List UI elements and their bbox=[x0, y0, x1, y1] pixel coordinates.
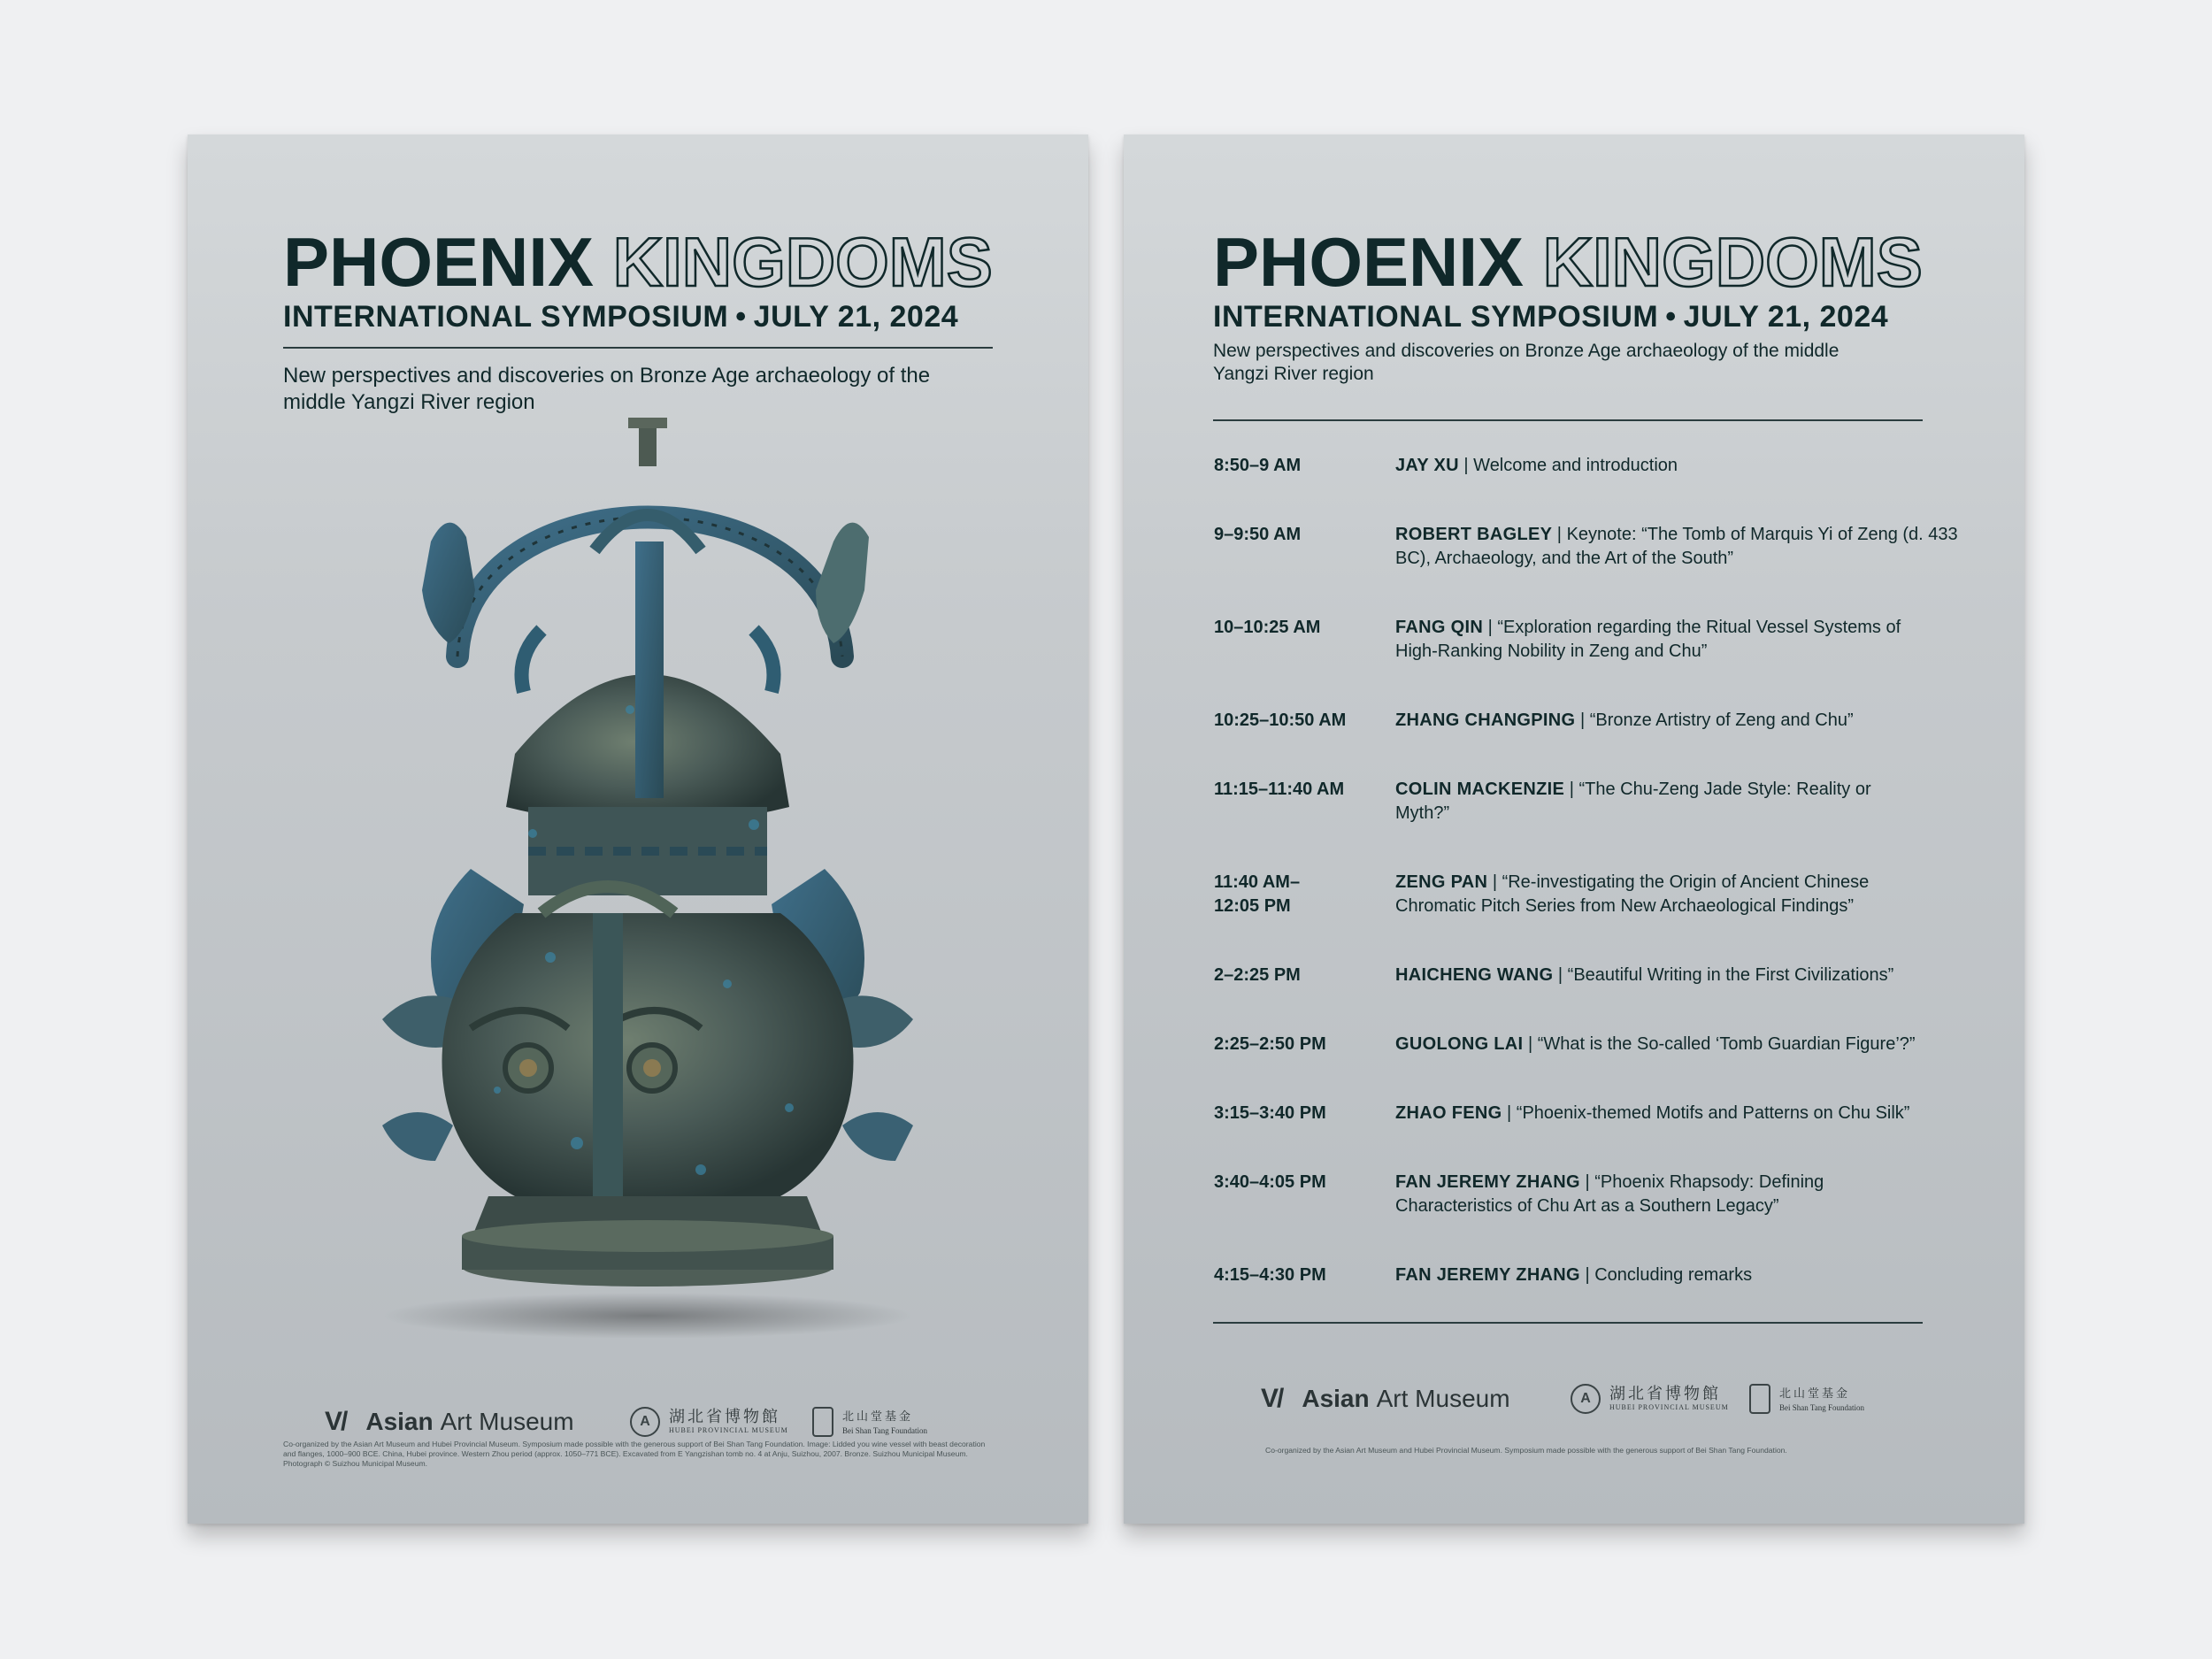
talk-title: “The Chu-Zeng Jade Style: Reality or Myth?” bbox=[1395, 780, 1871, 823]
poster-right bbox=[1124, 134, 2024, 1524]
event-date: JULY 21, 2024 bbox=[1683, 300, 1889, 334]
talk-title: “Phoenix-themed Motifs and Patterns on Chu Silk” bbox=[1516, 1103, 1910, 1123]
session-time: 2–2:25 PM bbox=[1214, 965, 1301, 985]
fine-print-credits: Co-organized by the Asian Art Museum and Hubei Provincial Museum. Symposium made possible with the generous support of Bei Shan Tang Foundation. bbox=[1265, 1446, 1787, 1455]
talk-title: “Exploration regarding the Ritual Vessel Systems of High-Ranking Nobility in Zeng and Chu” bbox=[1395, 618, 1901, 661]
symposium-label: INTERNATIONAL SYMPOSIUM bbox=[1213, 300, 1659, 334]
separator-dot: • bbox=[1665, 300, 1677, 334]
bei-shan-tang-logo bbox=[1749, 1384, 1864, 1414]
hubei-museum-logo bbox=[630, 1407, 788, 1437]
asian-art-museum-logo bbox=[1261, 1384, 1510, 1414]
event-description: New perspectives and discoveries on Bronze Age archaeology of the middle Yangzi River region bbox=[283, 364, 931, 414]
speaker-name: FAN JEREMY ZHANG bbox=[1395, 1265, 1580, 1285]
session-details: ZENG PAN | “Re-investigating the Origin of Ancient Chinese Chromatic Pitch Series from New Archaeological Findings” bbox=[1395, 872, 1870, 916]
separator-dot: • bbox=[735, 300, 747, 334]
hubei-en: HUBEI PROVINCIAL MUSEUM bbox=[669, 1426, 788, 1434]
asian-art-museum-logo bbox=[325, 1407, 574, 1437]
schedule-top-divider bbox=[1213, 419, 1923, 421]
title-bold: PHOENIX bbox=[1213, 223, 1525, 301]
session-details: ROBERT BAGLEY | Keynote: “The Tomb of Marquis Yi of Zeng (d. 433 BC), Archaeology, and the Art of the South” bbox=[1395, 525, 1958, 568]
session-time: 3:40–4:05 PM bbox=[1214, 1172, 1326, 1192]
symposium-label: INTERNATIONAL SYMPOSIUM bbox=[283, 300, 729, 334]
session-details: JAY XU | Welcome and introduction bbox=[1395, 456, 1678, 475]
bst-en: Bei Shan Tang Foundation bbox=[842, 1426, 927, 1435]
speaker-name: COLIN MACKENZIE bbox=[1395, 780, 1565, 799]
vessel-illustration bbox=[311, 418, 984, 1338]
speaker-name: ZHAO FENG bbox=[1395, 1103, 1502, 1123]
bst-cn: 北山堂基金 bbox=[842, 1410, 914, 1424]
symposium-line bbox=[1213, 300, 1888, 334]
poster-title bbox=[283, 223, 993, 301]
session-time: 10–10:25 AM bbox=[1214, 618, 1321, 637]
speaker-name: JAY XU bbox=[1395, 456, 1459, 475]
speaker-name: ROBERT BAGLEY bbox=[1395, 525, 1553, 544]
bronze-vessel-image bbox=[311, 418, 984, 1338]
session-time: 10:25–10:50 AM bbox=[1214, 710, 1347, 730]
session-details: FAN JEREMY ZHANG | “Phoenix Rhapsody: Defining Characteristics of Chu Art as a Southern Legacy” bbox=[1395, 1172, 1824, 1216]
session-details: ZHANG CHANGPING | “Bronze Artistry of Zeng and Chu” bbox=[1395, 710, 1854, 730]
bst-cn: 北山堂基金 bbox=[1779, 1387, 1851, 1401]
session-time: 2:25–2:50 PM bbox=[1214, 1034, 1326, 1054]
talk-title: “Re-investigating the Origin of Ancient Chinese Chromatic Pitch Series from New Archaeological Findings” bbox=[1395, 872, 1870, 916]
title-outline: KINGDOMS bbox=[1542, 223, 1923, 301]
session-details: COLIN MACKENZIE | “The Chu-Zeng Jade Style: Reality or Myth?” bbox=[1395, 780, 1871, 823]
sponsor-logos bbox=[1124, 1384, 2024, 1423]
hubei-seal-icon: A bbox=[630, 1407, 660, 1437]
hubei-cn: 湖北省博物館 bbox=[669, 1408, 780, 1426]
talk-title: “What is the So-called ‘Tomb Guardian Figure’?” bbox=[1537, 1034, 1916, 1054]
bst-seal-icon bbox=[1749, 1384, 1770, 1414]
speaker-name: FANG QIN bbox=[1395, 618, 1484, 637]
session-time: 8:50–9 AM bbox=[1214, 456, 1302, 475]
poster-title bbox=[1213, 223, 1923, 301]
talk-title: Welcome and introduction bbox=[1473, 456, 1678, 475]
bst-seal-icon bbox=[812, 1407, 833, 1437]
schedule-bottom-divider bbox=[1213, 1322, 1923, 1324]
hubei-seal-icon: A bbox=[1571, 1384, 1601, 1414]
speaker-name: GUOLONG LAI bbox=[1395, 1034, 1524, 1054]
speaker-name: ZHANG CHANGPING bbox=[1395, 710, 1576, 730]
hubei-cn: 湖北省博物館 bbox=[1609, 1385, 1721, 1403]
talk-title: Concluding remarks bbox=[1594, 1265, 1753, 1285]
hubei-en: HUBEI PROVINCIAL MUSEUM bbox=[1609, 1403, 1729, 1411]
talk-title: “Beautiful Writing in the First Civilizations” bbox=[1567, 965, 1894, 985]
logo-asian: Asian bbox=[1302, 1385, 1370, 1412]
logo-art-museum: Art Museum bbox=[440, 1408, 574, 1435]
event-date: JULY 21, 2024 bbox=[753, 300, 959, 334]
session-details: GUOLONG LAI | “What is the So-called ‘Tomb Guardian Figure’?” bbox=[1395, 1034, 1916, 1054]
talk-title: “Bronze Artistry of Zeng and Chu” bbox=[1589, 710, 1854, 730]
title-outline: KINGDOMS bbox=[612, 223, 993, 301]
event-description: New perspectives and discoveries on Bronze Age archaeology of the middle Yangzi River region bbox=[1213, 341, 1839, 384]
title-bold: PHOENIX bbox=[283, 223, 595, 301]
speaker-name: HAICHENG WANG bbox=[1395, 965, 1554, 985]
title-divider bbox=[283, 347, 993, 349]
symposium-line bbox=[283, 300, 958, 334]
talk-title: Keynote: “The Tomb of Marquis Yi of Zeng (d. 433 BC), Archaeology, and the Art of the South” bbox=[1395, 525, 1958, 568]
bst-en: Bei Shan Tang Foundation bbox=[1779, 1403, 1864, 1412]
session-time: 4:15–4:30 PM bbox=[1214, 1265, 1326, 1285]
session-time: 11:15–11:40 AM bbox=[1214, 780, 1345, 799]
hubei-museum-logo bbox=[1571, 1384, 1729, 1414]
asian-art-museum-mark-icon: V/ bbox=[325, 1407, 347, 1436]
fine-print-credits: Co-organized by the Asian Art Museum and Hubei Provincial Museum. Symposium made possible with the generous support of Bei Shan Tang Foundation. Image: Lidded you wine vessel with beast decoration and flanges, 1000–900 BCE. China, Hubei province. Western Zhou period (approx. 1050–771 BCE). Excavated from E Yangzishan tomb no. 4 at Anju, Suizhou, 2007. Bronze. Suizhou Municipal Museum. Photograph © Suizhou Municipal Museum. bbox=[283, 1440, 986, 1468]
talk-title: “Phoenix Rhapsody: Defining Characteristics of Chu Art as a Southern Legacy” bbox=[1395, 1172, 1824, 1216]
session-time: 11:40 AM– 12:05 PM bbox=[1214, 872, 1301, 916]
logo-art-museum: Art Museum bbox=[1376, 1385, 1510, 1412]
session-time: 9–9:50 AM bbox=[1214, 525, 1302, 544]
logo-asian: Asian bbox=[365, 1408, 434, 1435]
asian-art-museum-mark-icon: V/ bbox=[1261, 1384, 1283, 1413]
session-details: FANG QIN | “Exploration regarding the Ritual Vessel Systems of High-Ranking Nobility in Zeng and Chu” bbox=[1395, 618, 1901, 661]
bei-shan-tang-logo bbox=[812, 1407, 927, 1437]
speaker-name: ZENG PAN bbox=[1395, 872, 1488, 892]
session-details: HAICHENG WANG | “Beautiful Writing in the First Civilizations” bbox=[1395, 965, 1894, 985]
session-details: ZHAO FENG | “Phoenix-themed Motifs and Patterns on Chu Silk” bbox=[1395, 1103, 1910, 1123]
session-details: FAN JEREMY ZHANG | Concluding remarks bbox=[1395, 1265, 1753, 1285]
session-time: 3:15–3:40 PM bbox=[1214, 1103, 1326, 1123]
poster-left bbox=[188, 134, 1088, 1524]
speaker-name: FAN JEREMY ZHANG bbox=[1395, 1172, 1580, 1192]
